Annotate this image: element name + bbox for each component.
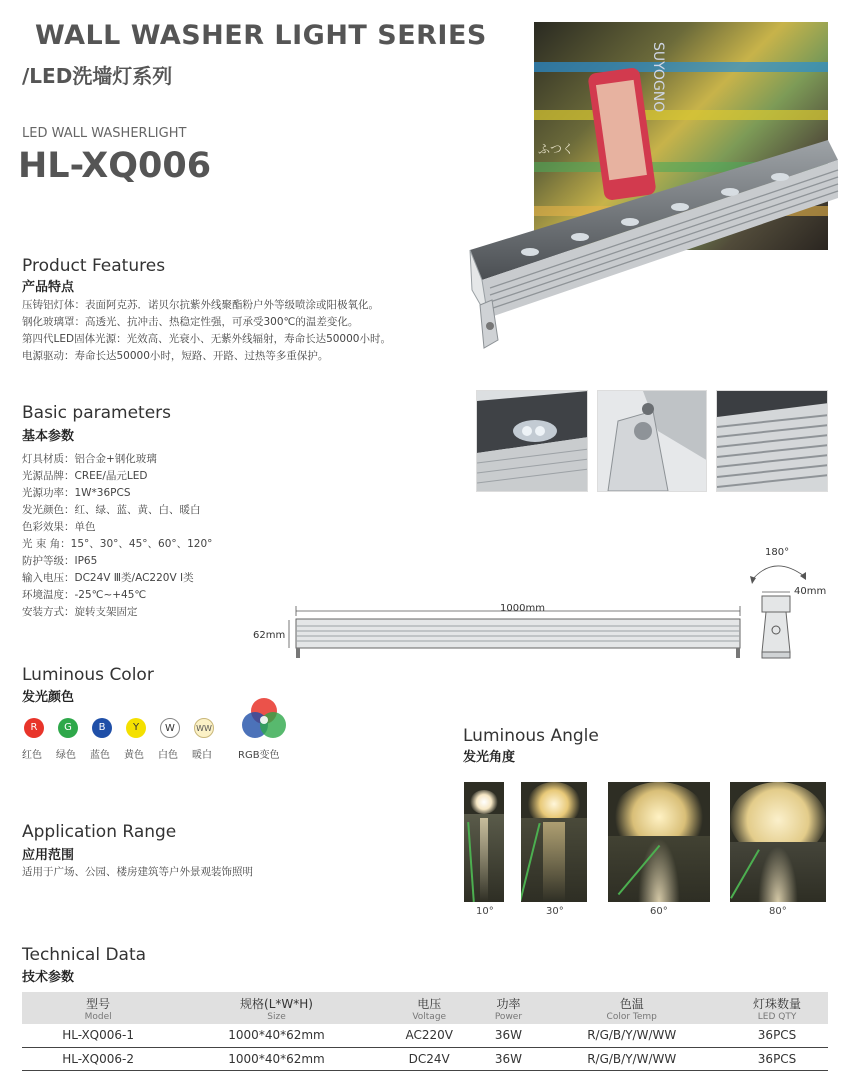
column-header	[480, 992, 538, 1024]
table-cell: 36W	[480, 1024, 538, 1047]
angle-80-label: 80°	[769, 906, 787, 917]
param-line: 防护等级：IP65	[22, 555, 98, 567]
table-header-row	[22, 992, 828, 1024]
column-header-en: Color Temp	[606, 1012, 657, 1022]
column-header-cn: 型号	[86, 997, 111, 1011]
table-cell: HL-XQ006-1	[22, 1024, 174, 1047]
column-header-en: Model	[84, 1012, 112, 1022]
detail-photo-fins	[716, 390, 828, 492]
technical-table	[22, 992, 828, 1071]
param-line: 光源品牌：CREE/晶元LED	[22, 470, 148, 482]
length-dimension: 1000mm	[500, 603, 545, 614]
table-row	[22, 1024, 828, 1047]
column-header-cn: 规格(L*W*H)	[240, 997, 313, 1011]
yellow-label: 黄色	[124, 750, 144, 761]
table-cell: 36PCS	[726, 1047, 828, 1070]
technical-title: Technical Data	[22, 945, 147, 965]
beam-10-image	[464, 782, 504, 902]
white-label: 白色	[158, 750, 178, 761]
red-swatch: R	[24, 718, 44, 738]
param-line: 安装方式：旋转支架固定	[22, 606, 138, 618]
column-header	[22, 992, 174, 1024]
basic-title-cn: 基本参数	[22, 429, 75, 444]
table-cell: AC220V	[379, 1024, 480, 1047]
side-view-drawing	[742, 554, 832, 668]
column-header	[726, 992, 828, 1024]
angle-30-label: 30°	[546, 906, 564, 917]
angle-title: Luminous Angle	[463, 726, 599, 746]
red-label: 红色	[22, 750, 42, 761]
blue-swatch: B	[92, 718, 112, 738]
feature-line: 电源驱动：寿命长达50000小时，短路、开路、过热等多重保护。	[22, 350, 329, 362]
beam-60-image	[608, 782, 710, 902]
series-subtitle: /LED洗墙灯系列	[22, 64, 173, 88]
white-swatch: W	[160, 718, 180, 738]
table-cell: R/G/B/Y/W/WW	[537, 1047, 726, 1070]
technical-title-cn: 技术参数	[22, 970, 75, 985]
application-title-cn: 应用范围	[22, 848, 75, 863]
angle-10-label: 10°	[476, 906, 494, 917]
column-header-cn: 电压	[417, 997, 442, 1011]
color-title: Luminous Color	[22, 665, 154, 685]
column-header-cn: 功率	[496, 997, 521, 1011]
feature-line: 钢化玻璃罩：高透光、抗冲击、热稳定性强，可承受300℃的温差变化。	[22, 316, 359, 328]
warm-white-swatch: WW	[194, 718, 214, 738]
feature-line: 第四代LED固体光源：光效高、光衰小、无紫外线辐射，寿命长达50000小时。	[22, 333, 391, 345]
column-header-en: LED QTY	[757, 1012, 797, 1022]
rgb-label: RGB变色	[238, 750, 280, 761]
column-header-en: Power	[494, 1012, 523, 1022]
rgb-venn-icon	[238, 694, 290, 742]
series-title: WALL WASHER LIGHT SERIES	[35, 20, 487, 51]
rotation-dimension: 180°	[765, 547, 790, 558]
wall-washer-fixture	[460, 140, 840, 360]
blue-label: 蓝色	[90, 750, 110, 761]
yellow-swatch: Y	[126, 718, 146, 738]
width-dimension: 40mm	[794, 586, 827, 597]
column-header	[537, 992, 726, 1024]
param-line: 光源功率：1W*36PCS	[22, 487, 131, 499]
param-line: 色彩效果：单色	[22, 521, 96, 533]
param-line: 环境温度：-25℃~+45℃	[22, 589, 147, 601]
angle-title-cn: 发光角度	[463, 750, 516, 765]
param-line: 发光颜色：红、绿、蓝、黄、白、暖白	[22, 504, 201, 516]
model-prefix: LED WALL WASHERLIGHT	[22, 126, 187, 141]
warm-white-label: 暖白	[192, 750, 212, 761]
table-cell: 36PCS	[726, 1024, 828, 1047]
param-line: 光 束 角：15°、30°、45°、60°、120°	[22, 538, 213, 550]
table-cell: 36W	[480, 1047, 538, 1070]
features-list	[22, 297, 391, 365]
column-header	[174, 992, 379, 1024]
param-line: 灯具材质：铝合金+钢化玻璃	[22, 453, 157, 465]
green-swatch: G	[58, 718, 78, 738]
param-line: 输入电压：DC24V Ⅲ类/AC220V Ⅰ类	[22, 572, 194, 584]
basic-title: Basic parameters	[22, 403, 172, 423]
model-name: HL-XQ006	[18, 146, 212, 186]
application-text: 适用于广场、公园、楼房建筑等户外景观装饰照明	[22, 866, 253, 878]
feature-line: 压铸铝灯体：表面阿克苏．诺贝尔抗紫外线聚酯粉户外等级喷涂或阳极氧化。	[22, 299, 379, 311]
table-row	[22, 1047, 828, 1070]
hero-sign-text: ふつく	[538, 142, 575, 156]
column-header-en: Voltage	[412, 1012, 447, 1022]
column-header-cn: 灯珠数量	[753, 997, 802, 1011]
green-label: 绿色	[56, 750, 76, 761]
column-header-cn: 色温	[619, 997, 644, 1011]
column-header-en: Size	[267, 1012, 286, 1022]
features-title-cn: 产品特点	[22, 280, 75, 295]
detail-photo-lens	[476, 390, 588, 492]
features-title: Product Features	[22, 256, 166, 276]
height-dimension: 62mm	[253, 630, 286, 641]
detail-photo-bracket	[597, 390, 707, 492]
basic-params-list	[22, 451, 212, 621]
beam-30-image	[521, 782, 587, 902]
beam-80-image	[730, 782, 826, 902]
table-cell: HL-XQ006-2	[22, 1047, 174, 1070]
hero-brand-text: SUYOGNO	[650, 42, 666, 113]
column-header	[379, 992, 480, 1024]
application-title: Application Range	[22, 822, 177, 842]
table-cell: 1000*40*62mm	[174, 1047, 379, 1070]
table-cell: R/G/B/Y/W/WW	[537, 1024, 726, 1047]
table-cell: DC24V	[379, 1047, 480, 1070]
angle-60-label: 60°	[650, 906, 668, 917]
table-cell: 1000*40*62mm	[174, 1024, 379, 1047]
color-title-cn: 发光颜色	[22, 690, 75, 705]
